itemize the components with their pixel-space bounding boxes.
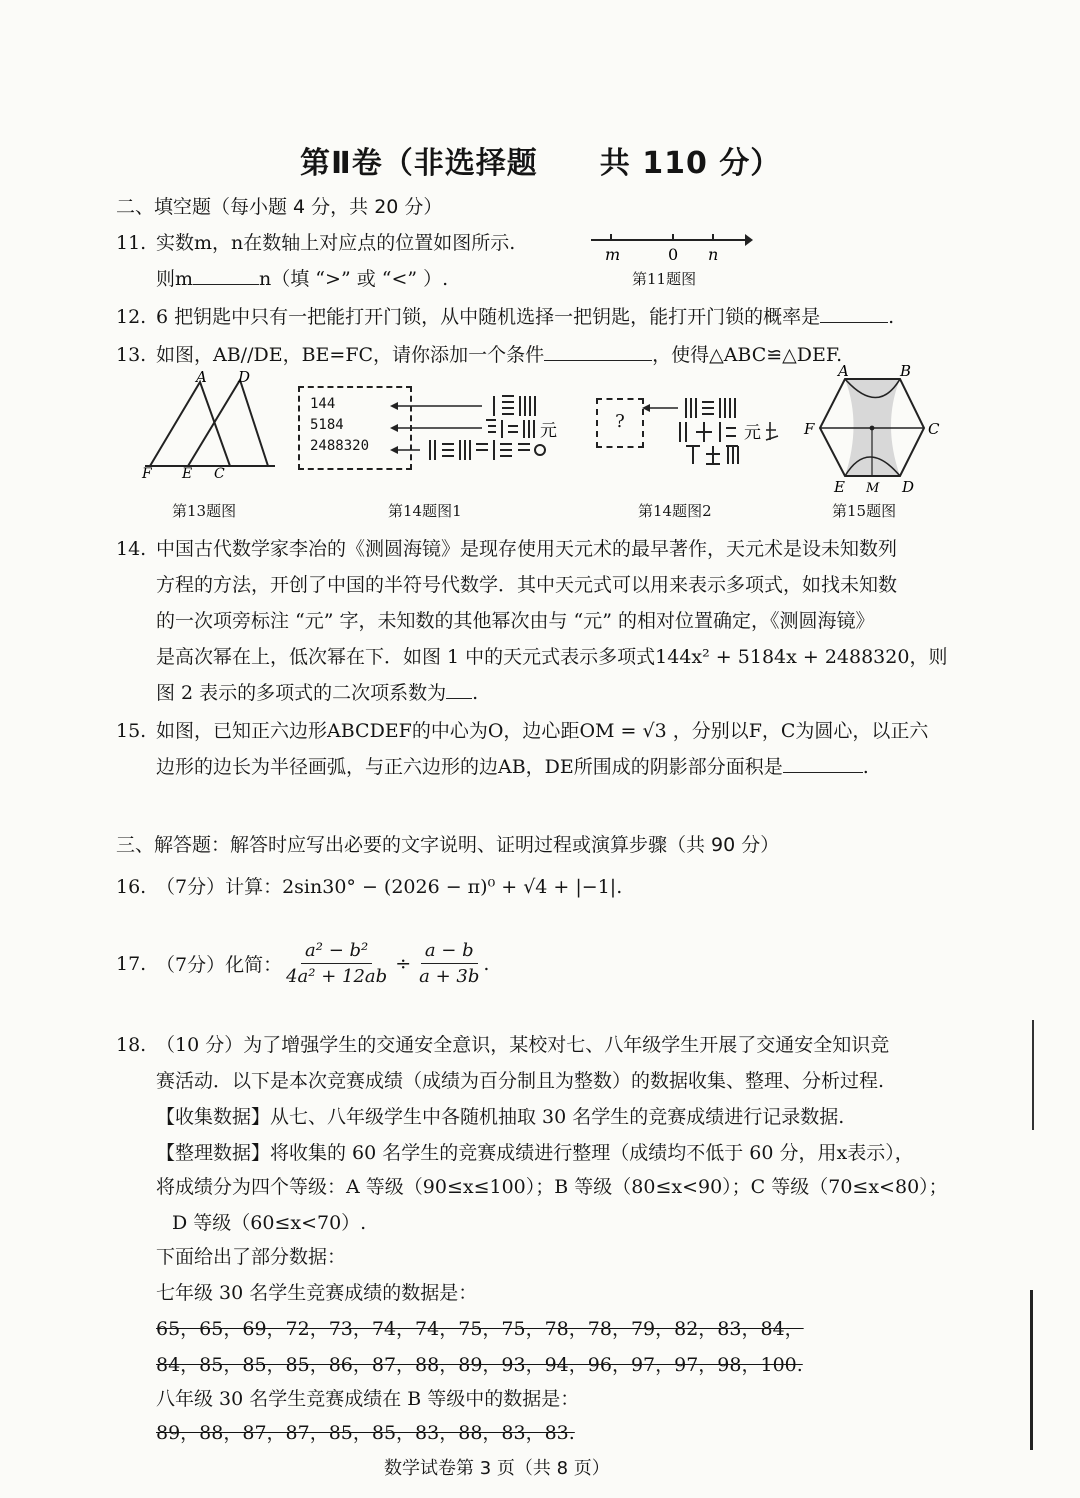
question-18-line6: D 等级（60≤x<70）. xyxy=(172,1212,367,1234)
question-text: （7分）计算：2sin30° − (2026 − π)⁰ + √4 + |−1|. xyxy=(156,876,623,898)
label-D: D xyxy=(238,370,251,386)
figure-15-caption: 第15题图 xyxy=(832,502,897,520)
margin-mark xyxy=(1032,1020,1034,1130)
question-13 xyxy=(116,340,842,367)
question-18-line2: 赛活动．以下是本次竞赛成绩（成绩为百分制且为整数）的数据收集、整理、分析过程. xyxy=(156,1070,885,1092)
question-number: 12. xyxy=(116,306,147,328)
question-15-line2 xyxy=(156,752,869,779)
question-18-line1 xyxy=(116,1030,889,1057)
period: . xyxy=(472,682,479,704)
figure-15-hexagon xyxy=(800,364,948,496)
box-value-144: 144 xyxy=(310,396,336,412)
figure-13-triangles xyxy=(140,370,280,480)
label-F: F xyxy=(804,420,815,438)
question-11-line2 xyxy=(156,264,448,291)
question-text: 图 2 表示的多项式的二次项系数为 xyxy=(156,682,447,704)
yuan-label: 元 xyxy=(744,423,761,443)
grade7-scores-line1: 65，65，69，72，73，74，74，75，75，78，78，79，82，83，84， xyxy=(156,1318,804,1340)
question-text: 边形的边长为半径画弧，与正六边形的边AB，DE所围成的阴影部分面积是 xyxy=(156,756,783,778)
question-16 xyxy=(116,872,622,899)
period: . xyxy=(862,756,869,778)
figure-14-1-rods xyxy=(390,388,570,468)
label-F: F xyxy=(142,466,152,480)
question-14-line5 xyxy=(156,678,478,705)
question-14-line4: 是高次幂在上，低次幂在下．如图 1 中的天元式表示多项式144x² + 5184x + 2488320，则 xyxy=(156,646,948,668)
figure-14-2-caption: 第14题图2 xyxy=(638,502,712,520)
label-M: M xyxy=(866,481,880,496)
question-18-line3: 【收集数据】从七、八年级学生中各随机抽取 30 名学生的竞赛成绩进行记录数据. xyxy=(156,1106,845,1128)
question-number: 16. xyxy=(116,876,147,898)
question-text: 6 把钥匙中只有一把能打开门锁，从中随机选择一把钥匙，能打开门锁的概率是 xyxy=(156,306,821,328)
figure-14-1-caption: 第14题图1 xyxy=(388,502,462,520)
label-E: E xyxy=(182,466,193,480)
grade7-scores-line2: 84，85，85，85，86，87，88，89，93，94，96，97，97，98，100. xyxy=(156,1354,803,1376)
yuan-label: 元 xyxy=(540,421,557,441)
question-text: n（填 “>” 或 “<” ）. xyxy=(259,268,449,290)
label-zero: 0 xyxy=(668,245,679,264)
question-text: 如图，AB//DE，BE=FC，请你添加一个条件 xyxy=(156,344,545,366)
label-C: C xyxy=(928,420,940,438)
question-number: 14. xyxy=(116,538,147,560)
question-18-line4: 【整理数据】将收集的 60 名学生的竞赛成绩进行整理（成绩均不低于 60 分，用x表示）， xyxy=(156,1142,914,1164)
question-number: 11. xyxy=(116,232,147,254)
label-B: B xyxy=(900,364,912,380)
question-14-line2: 方程的方法，开创了中国的半符号代数学．其中天元式可以用来表示多项式，如找未知数 xyxy=(156,574,898,596)
question-18-line11: 八年级 30 名学生竞赛成绩在 B 等级中的数据是： xyxy=(156,1388,580,1410)
figure-13-caption: 第13题图 xyxy=(172,502,237,520)
period: . xyxy=(483,952,490,975)
page-title: 第Ⅱ卷（非选择题 共 110 分） xyxy=(300,146,782,181)
question-text: ，使得△ABC≌△DEF. xyxy=(652,344,843,366)
section-solution-heading: 三、解答题：解答时应写出必要的文字说明、证明过程或演算步骤（共 90 分） xyxy=(116,834,780,856)
numerator: a − b xyxy=(421,940,478,964)
numerator: a² − b² xyxy=(301,940,372,964)
label-m: m xyxy=(605,245,621,264)
question-11-line1 xyxy=(116,228,515,255)
question-number: 15. xyxy=(116,720,147,742)
question-12 xyxy=(116,302,894,329)
label-A: A xyxy=(196,370,207,386)
question-17 xyxy=(116,940,489,987)
label-n: n xyxy=(708,245,719,264)
margin-mark xyxy=(1030,1290,1033,1450)
label-C: C xyxy=(214,466,225,480)
question-number: 13. xyxy=(116,344,147,366)
question-number: 17. xyxy=(116,952,147,975)
label-A: A xyxy=(838,364,849,380)
section-fill-in-heading: 二、填空题（每小题 4 分，共 20 分） xyxy=(116,196,443,218)
label-E: E xyxy=(834,478,845,496)
question-text: 如图，已知正六边形ABCDEF的中心为O，边心距OM = √3 ，分别以F，C为圆心，以正六 xyxy=(156,720,929,742)
period: . xyxy=(888,306,895,328)
denominator: a + 3b xyxy=(419,966,480,987)
grade8-b-scores: 89，88，87，87，85，85，83，88，83，83. xyxy=(156,1422,575,1444)
question-number: 18. xyxy=(116,1034,147,1056)
question-18-line7: 下面给出了部分数据： xyxy=(156,1246,347,1268)
number-line-figure xyxy=(585,228,755,264)
label-D: D xyxy=(902,478,915,496)
answer-blank[interactable] xyxy=(544,342,652,361)
page-footer: 数学试卷第 3 页（共 8 页） xyxy=(384,1458,610,1479)
question-text: 中国古代数学家李冶的《测圆海镜》是现存使用天元术的最早著作，天元术是设未知数列 xyxy=(156,538,898,560)
figure-11-caption: 第11题图 xyxy=(632,270,697,288)
division-sign: ÷ xyxy=(395,952,412,975)
fraction-1 xyxy=(282,940,391,987)
fraction-2 xyxy=(415,940,483,987)
figure-14-2-box: ? xyxy=(596,398,644,448)
denominator: 4a² + 12ab xyxy=(286,966,388,987)
question-18-line5: 将成绩分为四个等级：A 等级（90≤x≤100）；B 等级（80≤x<90）；C 等级（70≤x<80）； xyxy=(156,1176,948,1198)
question-14-line1 xyxy=(116,534,897,561)
question-text: 实数m，n在数轴上对应点的位置如图所示. xyxy=(156,232,516,254)
figure-14-2-rods xyxy=(640,392,800,468)
answer-blank[interactable] xyxy=(193,266,259,285)
answer-blank[interactable] xyxy=(446,680,472,699)
answer-blank[interactable] xyxy=(783,754,863,773)
question-text: （10 分）为了增强学生的交通安全意识，某校对七、八年级学生开展了交通安全知识竞 xyxy=(156,1034,890,1056)
box-value-2488320: 2488320 xyxy=(310,438,370,454)
box-value-5184: 5184 xyxy=(310,417,344,433)
answer-blank[interactable] xyxy=(820,304,888,323)
question-14-line3: 的一次项旁标注 “元” 字，未知数的其他幂次由与 “元” 的相对位置确定，《测圆海镜》 xyxy=(156,610,875,632)
question-18-line8: 七年级 30 名学生竞赛成绩的数据是： xyxy=(156,1282,478,1304)
question-text: （7分）化简： xyxy=(156,954,283,976)
question-text: 则m xyxy=(156,268,194,290)
question-15-line1 xyxy=(116,716,928,743)
